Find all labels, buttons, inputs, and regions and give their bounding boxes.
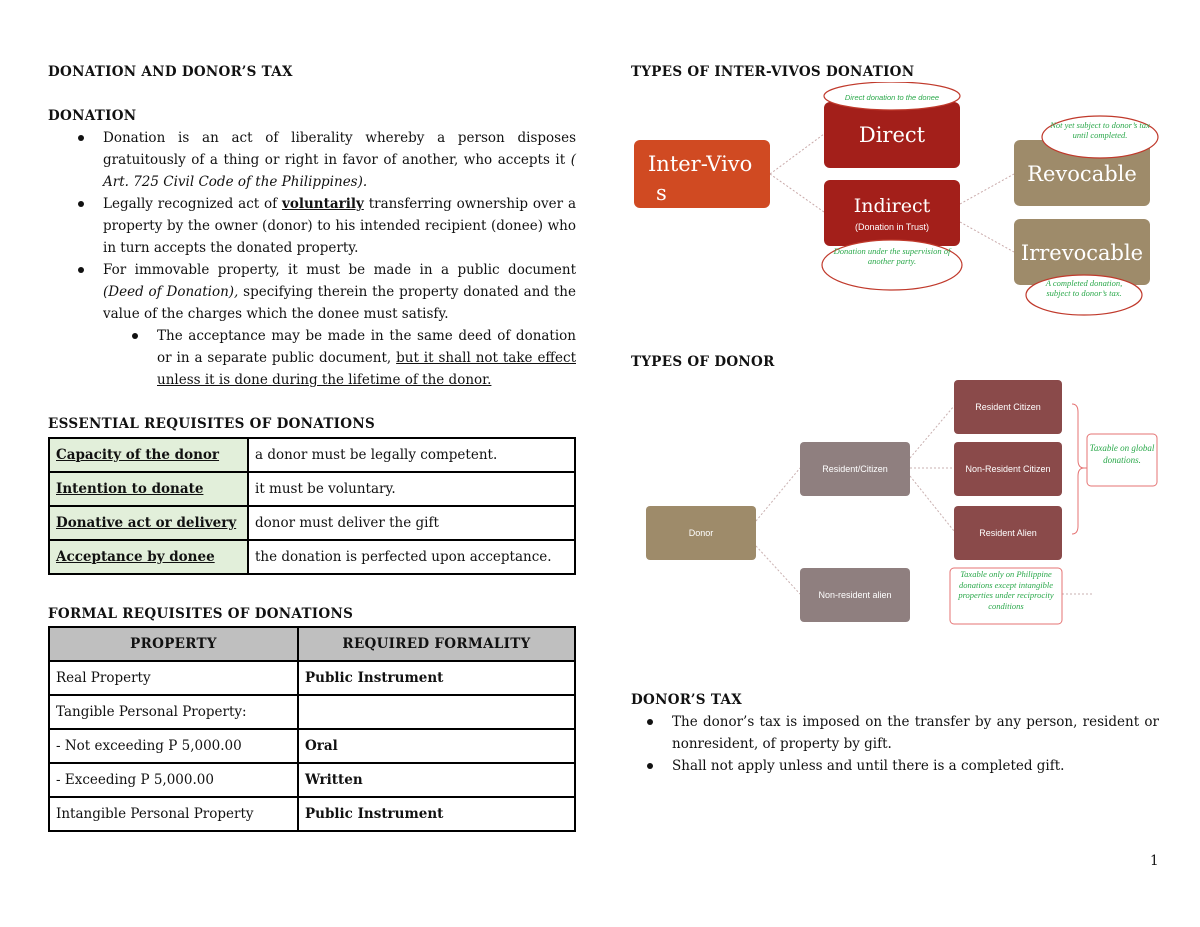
requisite-value: donor must deliver the gift	[248, 506, 575, 540]
donors-tax-bullet-completed: Shall not apply unless and until there is a completed gift.	[617, 755, 1159, 777]
page-number: 1	[1150, 853, 1159, 869]
property-cell: Tangible Personal Property:	[49, 695, 298, 729]
indirect-note: Donation under the supervision of another party.	[833, 246, 951, 266]
donation-bullet-definition: Donation is an act of liberality whereby a person disposes gratuitously of a thing or right in favor of another, who accepts it ( Art. 725 Civil Code of the Philippines).	[48, 127, 576, 193]
resident-citizen-label: Resident Citizen	[975, 402, 1041, 412]
irrevocable-label: Irrevocable	[1020, 241, 1144, 265]
column-header-property: PROPERTY	[49, 627, 298, 661]
donors-tax-bullets	[617, 711, 1159, 777]
formality-cell	[298, 695, 575, 729]
indirect-sublabel: (Donation in Trust)	[854, 222, 930, 232]
formality-cell: Public Instrument	[298, 661, 575, 695]
formality-cell: Public Instrument	[298, 797, 575, 831]
donation-bullets	[48, 127, 576, 391]
resident-alien-label: Resident Alien	[979, 528, 1037, 538]
table-row	[49, 472, 575, 506]
formality-cell: Oral	[298, 729, 575, 763]
table-row	[49, 438, 575, 472]
formality-cell: Written	[298, 763, 575, 797]
donation-heading: DONATION	[48, 108, 137, 124]
global-note: Taxable on global donations.	[1089, 443, 1155, 465]
inter-vivos-diagram	[630, 82, 1170, 322]
table-header-row	[49, 627, 575, 661]
requisite-value: a donor must be legally competent.	[248, 438, 575, 472]
essential-requisites-heading: ESSENTIAL REQUISITES OF DONATIONS	[48, 416, 376, 432]
table-row	[49, 763, 575, 797]
table-row	[49, 729, 575, 763]
table-row	[49, 695, 575, 729]
formal-requisites-table	[48, 626, 576, 832]
property-cell: - Not exceeding P 5,000.00	[49, 729, 298, 763]
essential-requisites-table	[48, 437, 576, 575]
types-of-donor-heading: TYPES OF DONOR	[631, 354, 775, 370]
direct-note: Direct donation to the donee	[844, 93, 940, 102]
revocable-label: Revocable	[1027, 162, 1137, 186]
table-row	[49, 797, 575, 831]
non-resident-citizen-label: Non-Resident Citizen	[965, 464, 1051, 474]
document-title: DONATION AND DONOR’S TAX	[48, 64, 293, 80]
direct-label: Direct	[858, 123, 926, 147]
property-cell: Real Property	[49, 661, 298, 695]
donation-bullet-legal: Legally recognized act of voluntarily transferring ownership over a property by the owner (donor) to his intended recipient (donee) who in turn accepts the donated property.	[48, 193, 576, 259]
donors-tax-heading: DONOR’S TAX	[631, 692, 743, 708]
donors-tax-bullet-imposed: The donor’s tax is imposed on the transfer by any person, resident or nonresident, of property by gift.	[617, 711, 1159, 755]
property-cell: - Exceeding P 5,000.00	[49, 763, 298, 797]
donor-label: Donor	[688, 528, 714, 538]
requisite-key: Donative act or delivery	[49, 506, 248, 540]
inter-vivos-label-line1: Inter-Vivo	[648, 152, 753, 176]
column-header-formality: REQUIRED FORMALITY	[298, 627, 575, 661]
donation-sub-bullet-acceptance: The acceptance may be made in the same deed of donation or in a separate public document, but it shall not take effect unless it is done during the lifetime of the donor.	[48, 325, 576, 391]
table-row	[49, 540, 575, 574]
revocable-note: Not yet subject to donor’s tax until completed.	[1050, 120, 1150, 140]
property-cell: Intangible Personal Property	[49, 797, 298, 831]
requisite-value: the donation is perfected upon acceptance.	[248, 540, 575, 574]
requisite-key: Intention to donate	[49, 472, 248, 506]
table-row	[49, 661, 575, 695]
inter-vivos-label-line2: s	[656, 181, 667, 205]
donation-bullet-immovable: For immovable property, it must be made in a public document (Deed of Donation), specifying therein the property donated and the value of the charges which the donee must satisfy. The acceptance may be made in the same deed of donation or in a separate public document, but it shall not take effect unless it is done during the lifetime of the donor.	[48, 259, 576, 391]
requisite-value: it must be voluntary.	[248, 472, 575, 506]
non-resident-alien-label: Non-resident alien	[818, 590, 892, 600]
inter-vivos-heading: TYPES OF INTER-VIVOS DONATION	[631, 64, 915, 80]
requisite-key: Capacity of the donor	[49, 438, 248, 472]
irrevocable-note: A completed donation, subject to donor’s tax.	[1045, 278, 1123, 298]
types-of-donor-diagram	[640, 376, 1165, 632]
donation-sub-bullets	[48, 325, 576, 391]
indirect-label: Indirect	[853, 195, 931, 217]
requisite-key: Acceptance by donee	[49, 540, 248, 574]
ph-note: Taxable only on Philippine donations except intangible properties under reciprocity conditions	[958, 569, 1054, 611]
table-row	[49, 506, 575, 540]
formal-requisites-heading: FORMAL REQUISITES OF DONATIONS	[48, 606, 354, 622]
resident-citizen-group-label: Resident/Citizen	[822, 464, 888, 474]
